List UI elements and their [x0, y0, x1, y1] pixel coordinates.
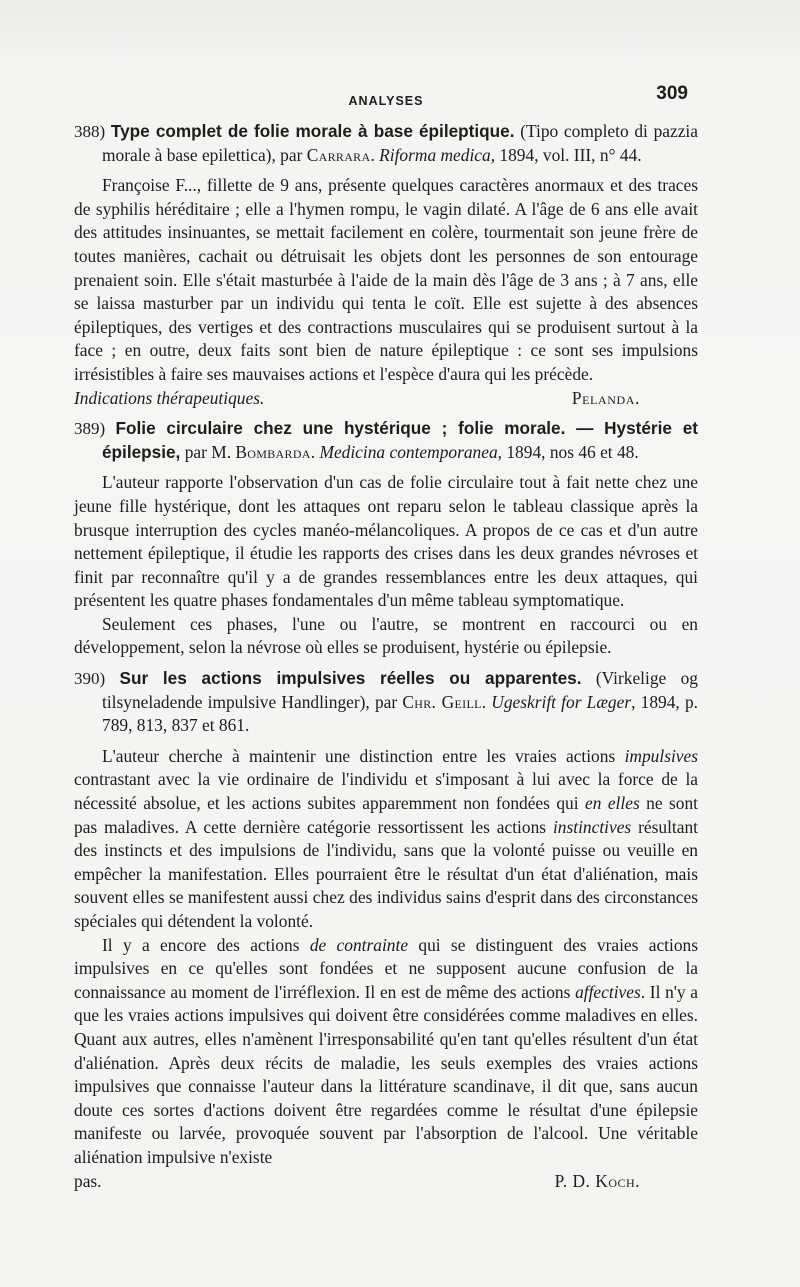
- entry-signoff: [74, 1170, 698, 1194]
- entry-paragraph: Seulement ces phases, l'une ou l'autre, se montrent en raccourci ou en développement, selon la névrose où elles se produisent, hystérie ou épilepsie.: [74, 613, 698, 658]
- entry-389: [74, 417, 698, 660]
- signature: Pelanda.: [571, 387, 640, 408]
- entry-reference-tail: , 1894, vol. III, n° 44.: [490, 144, 642, 165]
- page-number: 309: [656, 83, 688, 104]
- text-column: [74, 82, 698, 1200]
- entry-heading: [74, 120, 698, 167]
- italic-term: instinctives: [552, 816, 632, 837]
- text-run: qui se distinguent des vraies actions impulsives en ce qu'elles sont fondées et ne supposent aucune confusion de la connaissance au moment de l'irréflexion. Il en est de même des actions: [74, 934, 698, 1002]
- entry-title: Type complet de folie morale à base épileptique.: [110, 121, 515, 141]
- final-word: pas.: [74, 1170, 102, 1191]
- entry-title: Folie circulaire chez une hystérique ; folie morale. — Hystérie et épilepsie,: [102, 418, 698, 462]
- entry-reference: par M.: [180, 441, 236, 462]
- entry-paragraph: L'auteur rapporte l'observation d'un cas de folie circulaire tout à fait nette chez une jeune fille hystérique, dont les attaques ont reparu selon le tableau classique après la brusque interruption des cycles manéo-mélancoliques. A propos de ce cas et d'un autre nettement épileptique, il étudie les rapports des crises dans les deux grandes névroses et finit par reconnaître qu'il y a de grandes ressemblances entre les deux attaques, qui présentent les quatre phases fondamentales d'un même tableau symptomatique.: [74, 472, 698, 611]
- italic-term: de contrainte: [309, 934, 409, 955]
- italic-term: en elles: [585, 793, 640, 814]
- entry-number: 388): [74, 122, 106, 141]
- entry-heading: [74, 417, 698, 464]
- entry-heading: [74, 667, 698, 738]
- signature: P. D. Koch.: [554, 1170, 640, 1191]
- entry-reference: (Virkelige og tilsyneladende impulsive Handlinger), par: [102, 668, 698, 712]
- entry-number: 389): [74, 419, 106, 439]
- text-run: Il y a encore des actions: [102, 934, 310, 955]
- text-run: . Il n'y a que les vraies actions impulsives qui doivent être considérées comme maladives en elles. Quant aux autres, elles n'amènent l'irresponsabilité qu'en tant qu'elles résultent d'un état d'aliénation. Après deux récits de maladie, les seuls exemples des vraies actions impulsives que connaisse l'auteur dans la littérature scandinave, il dit que, sans aucun doute ces sortes d'actions doivent être regardées comme le résultat d'une épilepsie manifeste ou larvée, provoquée souvent par l'absorption de l'alcool. Une véritable aliénation impulsive n'existe: [74, 981, 698, 1167]
- text-run: contrastant avec la vie ordinaire de l'individu et s'imposant à lui avec la force de la nécessité absolue, et les actions subites apparemment non fondées qui: [74, 769, 698, 814]
- text-run: résultant des instincts et des impulsions de l'individu, sans que la volonté puisse ou veuille en empêcher la manifestation. Elles pourraient être le résultat d'un état d'aliénation, mais souvent elles se manifestent aussi chez des individus sains d'esprit dans des circonstances spéciales qui détendent la volonté.: [74, 816, 698, 931]
- entry-388: [74, 120, 698, 410]
- text-run: L'auteur cherche à maintenir une distinction entre les vraies actions: [102, 745, 625, 766]
- entry-paragraph: [74, 934, 698, 1170]
- entry-journal: Medicina contemporanea: [319, 441, 498, 462]
- ref-separator: .: [370, 144, 380, 165]
- entry-paragraph: Françoise F..., fillette de 9 ans, présente quelques caractères anormaux et des traces de syphilis héréditaire ; elle a l'hymen rompu, le vagin dilaté. A l'âge de 6 ans elle avait des attitudes insinuantes, se mettait facilement en colère, tourmentait son jeune frère de toutes manières, cachait ou détruisait les objets dont les personnes de son entourage prenaient soin. Elle s'était masturbée à l'aide de la main dès l'âge de 3 ans ; à 7 ans, elle se laissa masturber par un individu qui tenta le coït. Elle est sujette à des absences épileptiques, des vertiges et des contractions musculaires qui se produisent surtout à la face ; en outre, deux faits sont bien de nature épileptique : ce sont ses impulsions irrésistibles à faire ses mauvaises actions et l'espèce d'aura qui les précède.: [74, 175, 698, 384]
- entry-signoff: [74, 387, 698, 411]
- entry-journal: Riforma medica: [379, 144, 491, 165]
- entry-390: [74, 667, 698, 1193]
- running-head: [74, 82, 698, 112]
- entry-reference-tail: , 1894, nos 46 et 48.: [497, 441, 639, 462]
- entry-reference-tail: , 1894, p. 789, 813, 837 et 861.: [102, 691, 698, 736]
- entry-number: 390): [74, 669, 106, 689]
- entry-journal: Ugeskrift for Læger: [491, 691, 632, 712]
- entry-author: Carrara: [306, 144, 371, 165]
- entry-reference: (Tipo completo di pazzia morale à base epilettica), par: [102, 121, 698, 165]
- italic-term: affectives: [575, 981, 641, 1002]
- ref-separator: .: [481, 691, 492, 712]
- ref-separator: .: [310, 441, 320, 462]
- entry-author: Bombarda: [235, 441, 311, 462]
- italic-term: impulsives: [624, 745, 698, 766]
- closing-note: Indications thérapeutiques.: [74, 387, 265, 408]
- running-title: ANALYSES: [348, 94, 424, 108]
- entry-paragraph: [74, 745, 698, 934]
- entry-title: Sur les actions impulsives réelles ou apparentes.: [119, 668, 582, 689]
- text-run: ne sont pas maladives. A cette dernière catégorie ressortissent les actions: [74, 793, 698, 837]
- entry-author: Chr. Geill: [402, 691, 482, 712]
